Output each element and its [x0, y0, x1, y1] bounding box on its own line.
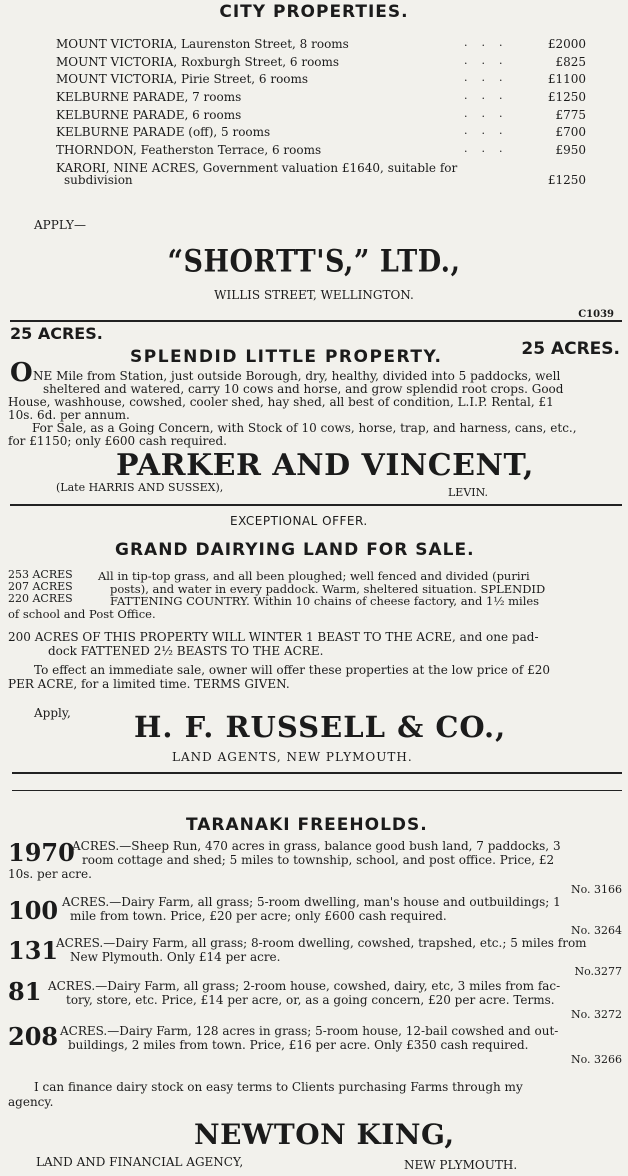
listing-desc: KARORI, NINE ACRES, Government valuation £1640, suitable for	[56, 160, 458, 175]
farm-acres: 131	[8, 936, 59, 965]
dairy-desc-line: FATTENING COUNTRY. Within 10 chains of cheese factory, and 1½ miles	[110, 594, 540, 608]
levin-body-line: NE Mile from Station, just outside Borough, dry, healthy, divided into 5 paddocks, well	[33, 369, 561, 383]
farm-line: mile from town. Price, £20 per acre; only £600 cash required.	[70, 909, 447, 923]
acres-right: 25 ACRES.	[521, 339, 620, 359]
farm-line: tory, store, etc. Price, £14 per acre, or, as a going concern, £20 per acre. Terms.	[66, 993, 555, 1007]
levin-sale-line: For Sale, as a Going Concern, with Stock of 10 cows, horse, trap, and harness, cans, etc.,	[32, 421, 577, 435]
acres-left: 25 ACRES.	[10, 324, 103, 343]
dairy-desc-line: of school and Post Office.	[8, 607, 156, 621]
acreage-item: 207 ACRES	[8, 580, 73, 593]
newton-king-town: NEW PLYMOUTH.	[404, 1158, 518, 1172]
farm-line: ACRES.—Dairy Farm, all grass; 5-room dwelling, man's house and outbuildings; 1	[62, 895, 561, 909]
acreage-item: 253 ACRES	[8, 568, 73, 581]
farm-number: No. 3264	[570, 924, 622, 937]
listing-row: MOUNT VICTORIA, Pirie Street, 6 rooms ... £1100	[56, 71, 586, 87]
divider	[12, 772, 622, 774]
winter-line: dock FATTENED 2½ BEASTS TO THE ACRE.	[48, 644, 324, 658]
newton-king-agency: LAND AND FINANCIAL AGENCY,	[36, 1155, 244, 1169]
russell-agent-name: H. F. RUSSELL & CO.,	[134, 710, 507, 744]
dropcap-letter: O	[10, 358, 33, 388]
listing-desc: KELBURNE PARADE (off), 5 rooms	[56, 125, 271, 140]
shortts-agent-name: “SHORTT'S,” LTD.,	[167, 243, 461, 280]
divider	[12, 790, 622, 791]
finance-line: I can finance dairy stock on easy terms to Clients purchasing Farms through my	[34, 1080, 523, 1094]
apply-label: Apply,	[34, 706, 71, 720]
farm-line: ACRES.—Sheep Run, 470 acres in grass, balance good bush land, 7 paddocks, 3	[72, 839, 561, 853]
farm-line: room cottage and shed; 5 miles to township, school, and post office. Price, £2	[82, 853, 555, 867]
divider	[10, 504, 622, 506]
city-listings	[56, 36, 586, 190]
farm-acres: 1970	[8, 838, 75, 867]
late-harris-sussex: (Late HARRIS AND SUSSEX),	[56, 481, 224, 494]
listing-row	[56, 160, 586, 190]
acreage-item: 220 ACRES	[8, 592, 73, 605]
apply-label: APPLY—	[34, 218, 86, 232]
farm-number: No.3277	[574, 965, 622, 978]
listing-price: £1100	[547, 72, 586, 87]
listing-price: £950	[555, 143, 586, 158]
taranaki-heading: TARANAKI FREEHOLDS.	[186, 815, 428, 835]
russell-address: LAND AGENTS, NEW PLYMOUTH.	[172, 750, 413, 764]
city-properties-heading: CITY PROPERTIES.	[219, 2, 409, 22]
listing-desc: KELBURNE PARADE, 7 rooms	[56, 90, 242, 105]
ad-ref-number: C1039	[578, 309, 614, 320]
listing-row: KELBURNE PARADE (off), 5 rooms ... £700	[56, 124, 586, 140]
listing-price: £1250	[547, 172, 586, 187]
levin-sale-line: for £1150; only £600 cash required.	[8, 434, 227, 448]
farm-number: No. 3166	[570, 883, 622, 896]
listing-price: £1250	[547, 90, 586, 105]
farm-line: New Plymouth. Only £14 per acre.	[70, 950, 281, 964]
listing-row: MOUNT VICTORIA, Roxburgh Street, 6 rooms ... £825	[56, 53, 586, 69]
listing-price: £825	[555, 54, 586, 69]
listing-desc: KELBURNE PARADE, 6 rooms	[56, 107, 242, 122]
splendid-heading: SPLENDID LITTLE PROPERTY.	[130, 347, 443, 367]
effect-line: PER ACRE, for a limited time. TERMS GIVEN.	[8, 677, 290, 691]
listing-desc: MOUNT VICTORIA, Roxburgh Street, 6 rooms	[56, 54, 340, 69]
listing-desc: MOUNT VICTORIA, Pirie Street, 6 rooms	[56, 72, 309, 87]
grand-dairying-heading: GRAND DAIRYING LAND FOR SALE.	[115, 540, 475, 560]
listing-row: KELBURNE PARADE, 7 rooms ... £1250	[56, 89, 586, 105]
exceptional-offer: EXCEPTIONAL OFFER.	[230, 514, 368, 528]
dairy-desc-line: All in tip-top grass, and all been ploughed; well fenced and divided (puriri	[98, 569, 530, 583]
listing-row: KELBURNE PARADE, 6 rooms ... £775	[56, 106, 586, 122]
newton-king-name: NEWTON KING,	[194, 1118, 455, 1151]
listing-row: THORNDON, Featherston Terrace, 6 rooms ... £950	[56, 142, 586, 158]
dairy-description	[98, 570, 545, 608]
farm-acres: 81	[8, 977, 42, 1006]
farm-acres: 208	[8, 1022, 59, 1051]
levin-town: LEVIN.	[448, 486, 489, 499]
listing-price: £2000	[547, 37, 586, 51]
finance-line: agency.	[8, 1095, 54, 1109]
effect-line: To effect an immediate sale, owner will offer these properties at the low price of £20	[34, 663, 551, 677]
winter-line: 200 ACRES OF THIS PROPERTY WILL WINTER 1 BEAST TO THE ACRE, and one pad-	[8, 630, 539, 644]
acreage-list	[8, 569, 73, 605]
dairy-desc-line: posts), and water in every paddock. Warm, sheltered situation. SPLENDID	[110, 581, 546, 596]
listing-desc-cont: subdivision	[64, 172, 133, 187]
farm-number: No. 3272	[570, 1008, 622, 1021]
farm-line: 10s. per acre.	[8, 867, 92, 881]
farm-line: ACRES.—Dairy Farm, all grass; 8-room dwelling, cowshed, trapshed, etc.; 5 miles from	[56, 936, 587, 950]
shortts-address: WILLIS STREET, WELLINGTON.	[214, 288, 414, 302]
farm-line: buildings, 2 miles from town. Price, £16 per acre. Only £350 cash required.	[68, 1038, 529, 1052]
listing-price: £700	[555, 125, 586, 140]
listing-price: £775	[555, 107, 586, 122]
listing-row: MOUNT VICTORIA, Laurenston Street, 8 rooms ... £2000	[56, 36, 586, 51]
parker-vincent-name: PARKER AND VINCENT,	[116, 448, 534, 483]
farm-line: ACRES.—Dairy Farm, all grass; 2-room house, cowshed, dairy, etc, 3 miles from fac-	[48, 979, 561, 993]
divider	[10, 320, 622, 322]
farm-number: No. 3266	[570, 1053, 622, 1066]
listing-desc: THORNDON, Featherston Terrace, 6 rooms	[56, 143, 322, 158]
levin-body-line: House, washhouse, cowshed, cooler shed, hay shed, all best of condition, L.I.P. Rental, £1	[8, 395, 554, 409]
listing-desc: MOUNT VICTORIA, Laurenston Street, 8 rooms	[56, 37, 349, 51]
farm-line: ACRES.—Dairy Farm, 128 acres in grass; 5-room house, 12-bail cowshed and out-	[60, 1024, 559, 1038]
levin-body-line: 10s. 6d. per annum.	[8, 408, 130, 422]
farm-acres: 100	[8, 896, 59, 925]
levin-body-line: sheltered and watered, carry 10 cows and horse, and grow splendid root crops. Good	[43, 382, 564, 396]
